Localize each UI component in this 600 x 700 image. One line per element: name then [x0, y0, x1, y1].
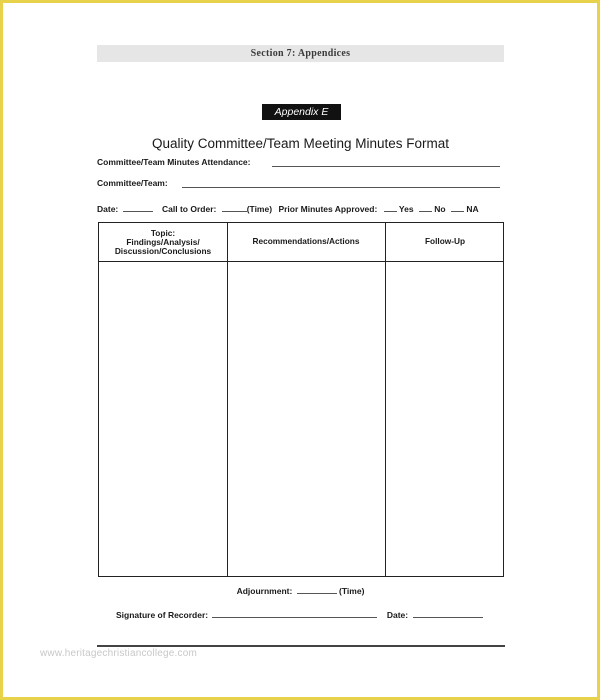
attendance-field-label: Committee/Team Minutes Attendance: [97, 157, 251, 167]
form-title: Quality Committee/Team Meeting Minutes Format [151, 136, 450, 151]
header-rule [99, 261, 503, 262]
team-field-label: Committee/Team: [97, 178, 168, 188]
appendix-label: Appendix E [262, 104, 341, 120]
call-to-order-label: Call to Order: [162, 204, 217, 214]
na-label: NA [466, 204, 479, 214]
topic-header-line: Discussion/Conclusions [114, 245, 212, 256]
signature-date-field-line[interactable] [413, 609, 483, 618]
section-header: Section 7: Appendices [97, 45, 504, 62]
meeting-details-row [97, 203, 479, 215]
adjournment-row [97, 585, 504, 597]
topic-header-line: Findings/Analysis/ [126, 236, 200, 247]
no-checkbox-line[interactable] [419, 203, 432, 212]
yes-label: Yes [398, 204, 414, 214]
watermark: www.heritagechristiancollege.com [40, 648, 198, 659]
no-label: No [434, 204, 446, 214]
column-header-topic [99, 223, 227, 261]
signature-row [116, 609, 483, 621]
footer-rule [97, 645, 505, 647]
adjournment-label: Adjournment: [236, 586, 293, 596]
yes-checkbox-line[interactable] [384, 203, 397, 212]
date-label: Date: [97, 204, 119, 214]
call-to-order-time-label: (Time) [246, 204, 273, 214]
topic-header-line: Topic: [150, 227, 176, 238]
attendance-field-line[interactable] [272, 157, 500, 167]
column-header-recommendations: Recommendations/Actions [252, 236, 360, 246]
team-field-line[interactable] [182, 178, 500, 188]
adjournment-field-line[interactable] [297, 585, 337, 594]
signature-date-label: Date: [386, 610, 409, 620]
prior-minutes-label: Prior Minutes Approved: [278, 204, 378, 214]
column-divider [227, 223, 228, 576]
column-divider [385, 223, 386, 576]
signature-label: Signature of Recorder: [116, 610, 209, 620]
signature-field-line[interactable] [212, 609, 377, 618]
na-checkbox-line[interactable] [451, 203, 464, 212]
call-to-order-field-line[interactable] [222, 203, 247, 212]
minutes-table [98, 222, 504, 577]
column-header-follow-up: Follow-Up [424, 236, 466, 246]
adjournment-time-label: (Time) [339, 586, 365, 596]
date-field-line[interactable] [123, 203, 153, 212]
